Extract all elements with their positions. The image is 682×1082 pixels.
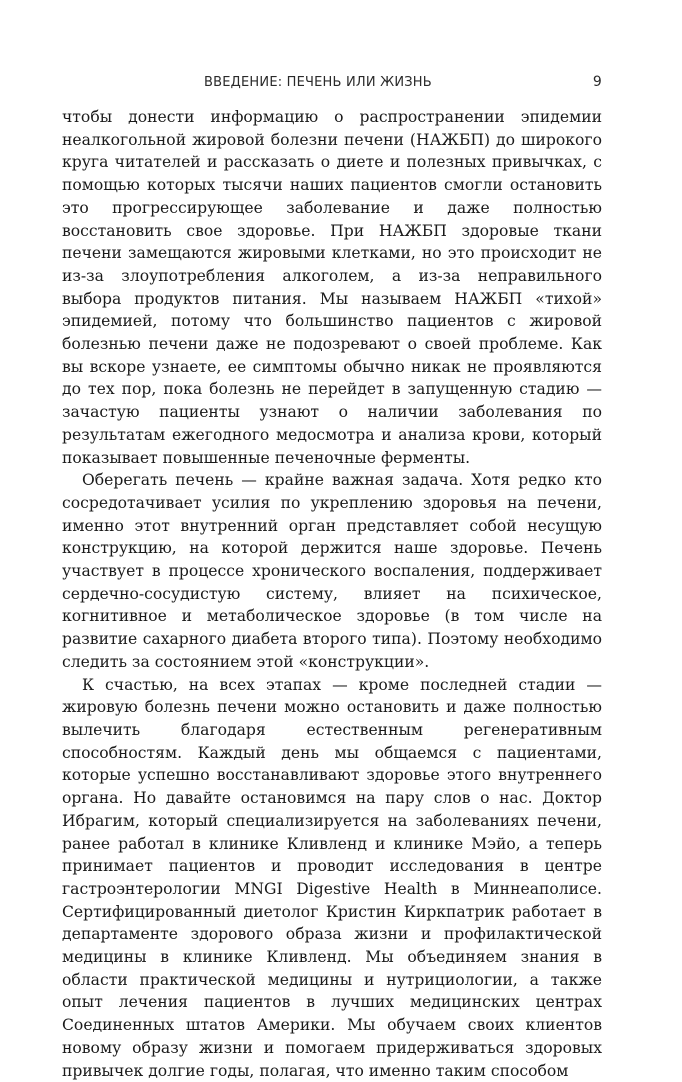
body-text [62,106,602,1082]
running-title: ВВЕДЕНИЕ: ПЕЧЕНЬ ИЛИ ЖИЗНЬ [204,75,432,90]
paragraph-continued: чтобы донести информацию о распространении эпидемии неалкогольной жировой болезни печени (НАЖБП) до широкого круга читателей и рассказать о диете и полезных привычках, с помощью которых тысячи наших пациентов смогли остановить это прогрессирующее заболевание и даже полностью восстановить свое здоровье. При НАЖБП здоровые ткани печени замещаются жировыми клетками, но это происходит не из-за злоупотребления алкоголем, а из-за неправильного выбора продуктов питания. Мы называем НАЖБП «тихой» эпидемией, потому что большинство пациентов с жировой болезнью печени даже не подозревают о своей проблеме. Как вы вскоре узнаете, ее симптомы обычно никак не проявляются до тех пор, пока болезнь не перейдет в запущенную стадию — зачастую пациенты узнают о наличии заболевания по результатам ежегодного медосмотра и анализа крови, который показывает повышенные печеночные ферменты. [62,108,602,467]
paragraph-liver-protection: Оберегать печень — крайне важная задача. Хотя редко кто сосредотачивает усилия по укреплению здоровья на печени, именно этот внутренний орган представляет собой несущую конструкцию, на которой держится наше здоровье. Печень участвует в процессе хронического воспаления, поддерживает сердечно-сосудистую систему, влияет на психическое, когнитивное и метаболическое здоровье (в том числе на развитие сахарного диабета второго типа). Поэтому необходимо следить за состоянием этой «конструкции». [62,471,602,671]
paragraph-fortunately: К счастью, на всех этапах — кроме последней стадии — жировую болезнь печени можно остановить и даже полностью вылечить благодаря естественным регенеративным способностям. Каждый день мы общаемся с пациентами, которые успешно восстанавливают здоровье этого внутреннего органа. Но давайте остановимся на пару слов о нас. Доктор Ибрагим, который специализируется на заболеваниях печени, ранее работал в клинике Кливленд и клинике Мэйо, а теперь принимает пациентов и проводит исследования в центре гастроэнтерологии MNGI Digestive Health в Миннеаполисе. Сертифицированный диетолог Кристин Киркпатрик работает в департаменте здорового образа жизни и профилактической медицины в клинике Кливленд. Мы объединяем знания в области практической медицины и нутрициологии, а также опыт лечения пациентов в лучших медицинских центрах Соединенных штатов Америки. Мы обучаем своих клиентов новому образу жизни и помогаем придерживаться здоровых привычек долгие годы, полагая, что именно таким способом [62,675,602,1080]
page-number: 9 [592,74,602,90]
running-head [62,73,602,93]
